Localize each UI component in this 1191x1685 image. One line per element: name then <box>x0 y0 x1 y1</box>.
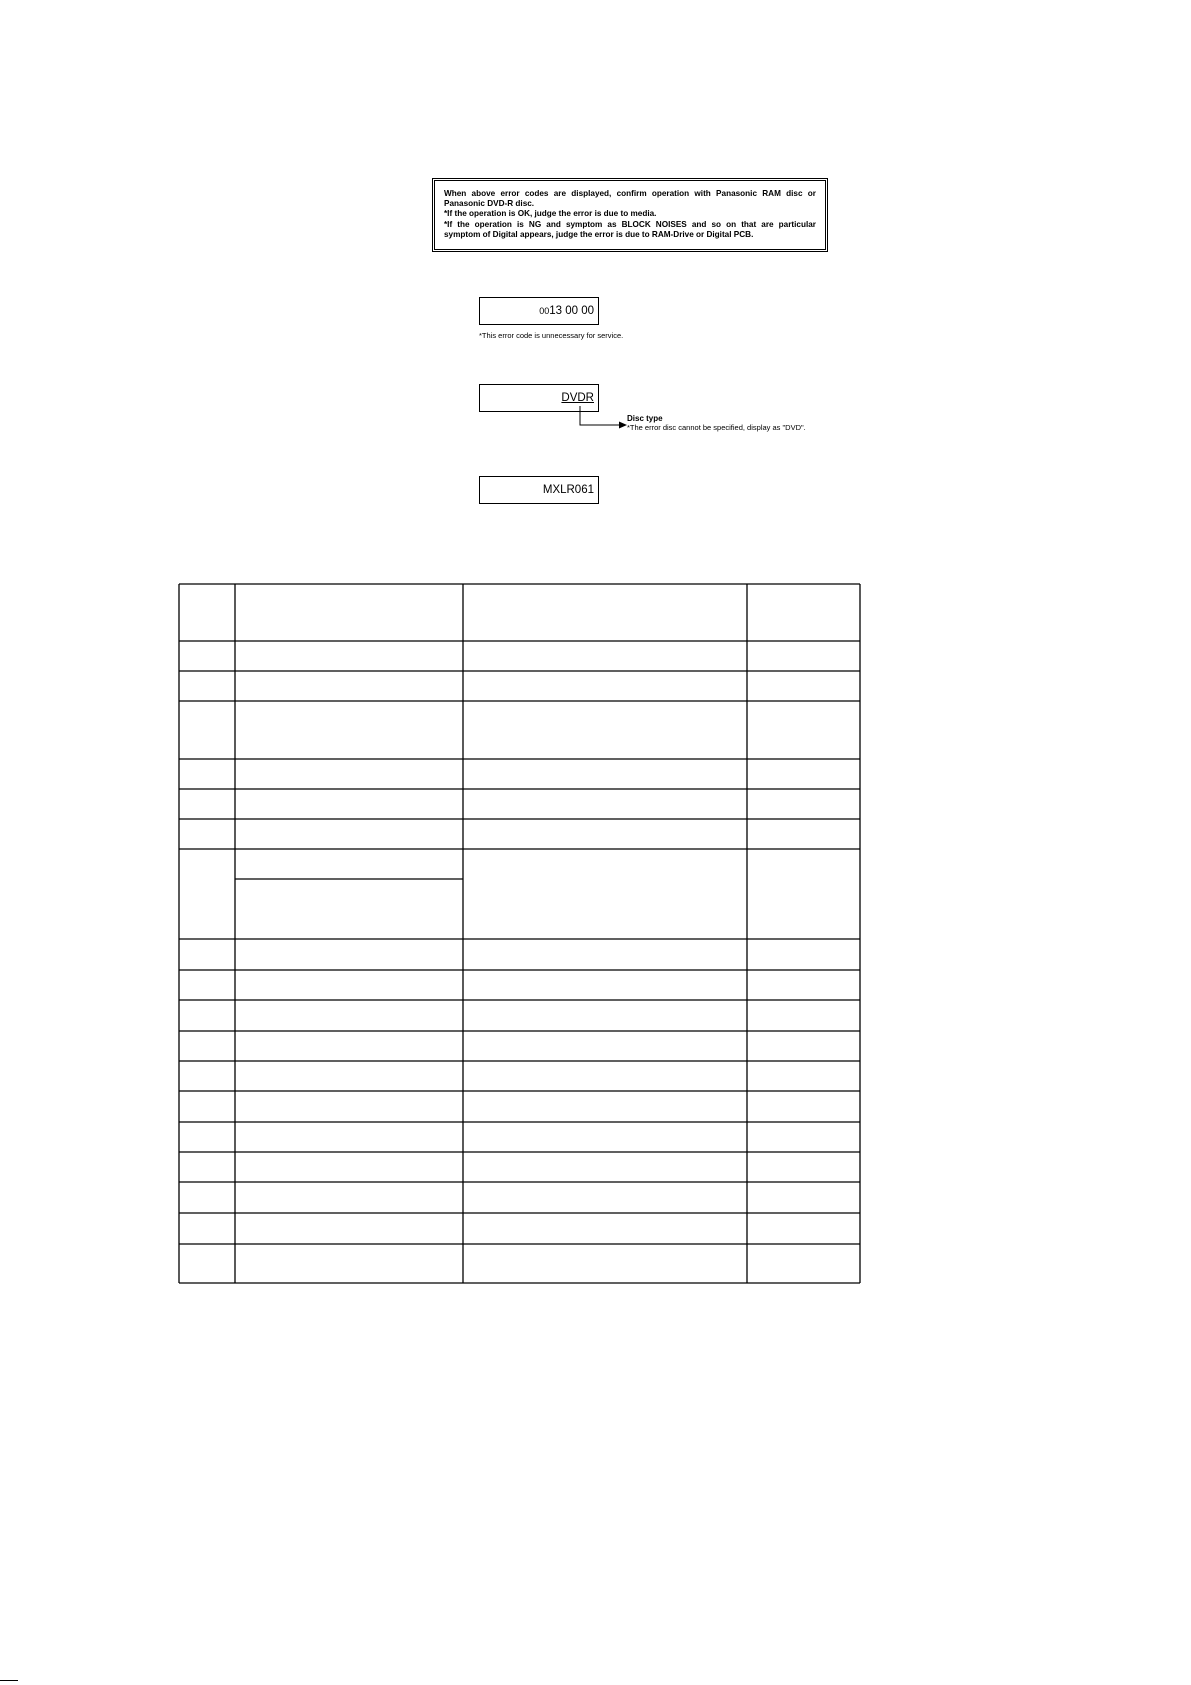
notice-line-1: When above error codes are displayed, confirm operation with Panasonic RAM disc or <box>444 189 816 198</box>
notice-line-3: *If the operation is OK, judge the error is due to media. <box>444 209 657 219</box>
disc-type-label: Disc type <box>627 414 663 423</box>
disc-type-value: DVDR <box>561 392 594 404</box>
error-code-note: *This error code is unnecessary for service. <box>479 331 624 340</box>
notice-line-4: *If the operation is NG and symptom as BLOCK NOISES and so on that are particular <box>444 219 816 229</box>
footer-rule <box>0 1680 18 1681</box>
notice-line-5: symptom of Digital appears, judge the error is due to RAM-Drive or Digital PCB. <box>444 229 754 239</box>
display-value: 13 00 00 <box>549 305 594 317</box>
disc-type-note: *The error disc cannot be specified, display as "DVD". <box>627 423 806 432</box>
model-code-value: MXLR061 <box>542 484 594 496</box>
notice-line-2: Panasonic DVD-R disc. <box>444 199 535 209</box>
display-prefix: 00 <box>539 306 550 316</box>
